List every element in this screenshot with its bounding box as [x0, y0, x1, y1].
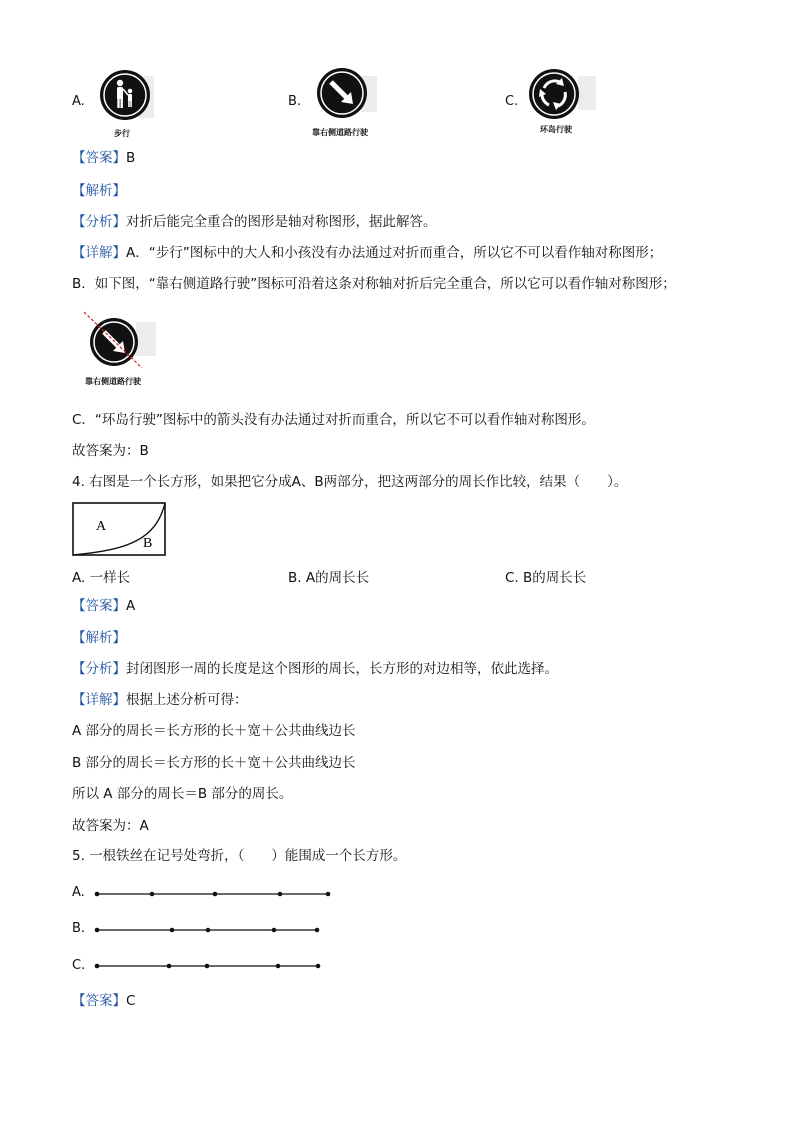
answer-tag: 【答案】: [72, 993, 126, 1009]
region-a-label: A: [96, 519, 107, 534]
symmetry-axis-figure-icon: [84, 310, 156, 368]
detail-text: 根据上述分析可得：: [126, 692, 248, 708]
q4-option-a: A. 一样长: [72, 570, 131, 586]
q4-line3: 所以 A 部分的周长＝B 部分的周长。: [72, 786, 293, 802]
q5-option-a-letter: A.: [72, 885, 85, 900]
q4-detail: [72, 690, 248, 710]
fenxi-tag: 【分析】: [72, 661, 126, 677]
option-b-caption: 靠右侧道路行驶: [312, 128, 368, 137]
xiangjie-tag: 【详解】: [72, 245, 126, 261]
figure-caption: 靠右侧道路行驶: [85, 377, 141, 386]
answer-tag: 【答案】: [72, 150, 126, 166]
q4-question: 4. 右图是一个长方形，如果把它分成A、B两部分，把这两部分的周长作比较，结果（ ）。: [72, 474, 628, 490]
region-b-label: B: [143, 536, 153, 551]
fenxi-text: 对折后能完全重合的图形是轴对称图形，据此解答。: [126, 214, 437, 230]
q5-answer: [72, 991, 135, 1011]
rectangle-curve-figure: [72, 502, 168, 558]
q4-line1: A 部分的周长＝长方形的长＋宽＋公共曲线边长: [72, 723, 356, 739]
q3-analysis-heading: [72, 181, 126, 201]
keep-right-arrow-sign-icon: [315, 66, 377, 122]
q3-detail-c: C．“环岛行驶”图标中的箭头没有办法通过对折而重合，所以它不可以看作轴对称图形。: [72, 412, 595, 428]
q4-line2: B 部分的周长＝长方形的长＋宽＋公共曲线边长: [72, 755, 356, 771]
q5-question: 5. 一根铁丝在记号处弯折，（ ）能围成一个长方形。: [72, 848, 407, 864]
analysis-tag: 【解析】: [72, 183, 126, 199]
q4-answer: [72, 596, 135, 616]
detail-a-text: A．“步行”图标中的大人和小孩没有办法通过对折而重合，所以它不可以看作轴对称图形；: [126, 245, 663, 261]
wire-b-figure: [94, 924, 324, 936]
answer-value: B: [126, 150, 136, 166]
q3-conclusion: 故答案为：B: [72, 443, 149, 459]
option-c-letter: C.: [505, 94, 519, 109]
option-b-letter: B.: [288, 94, 302, 109]
fenxi-text: 封闭图形一周的长度是这个图形的周长，长方形的对边相等，依此选择。: [126, 661, 558, 677]
option-a-letter: A.: [72, 94, 85, 109]
option-a-caption: 步行: [114, 129, 130, 138]
answer-value: C: [126, 993, 136, 1009]
wire-c-figure: [94, 960, 324, 972]
q5-option-b-letter: B.: [72, 921, 86, 936]
q3-detail-a: [72, 243, 662, 263]
xiangjie-tag: 【详解】: [72, 692, 126, 708]
roundabout-sign-icon: [528, 68, 596, 122]
answer-value: A: [126, 598, 136, 614]
q3-answer: [72, 148, 135, 168]
analysis-tag: 【解析】: [72, 630, 126, 646]
q3-detail-b: B．如下图，“靠右侧道路行驶”图标可沿着这条对称轴对折后完全重合，所以它可以看作轴对称图形；: [72, 276, 676, 292]
q4-fenxi: [72, 659, 558, 679]
q4-analysis-heading: [72, 628, 126, 648]
option-c-caption: 环岛行驶: [540, 125, 572, 134]
q5-option-c-letter: C.: [72, 958, 86, 973]
answer-tag: 【答案】: [72, 598, 126, 614]
wire-a-figure: [94, 888, 334, 900]
pedestrian-sign-icon: [98, 68, 154, 124]
q3-fenxi: [72, 212, 437, 232]
q4-conclusion: 故答案为：A: [72, 818, 149, 834]
fenxi-tag: 【分析】: [72, 214, 126, 230]
q4-option-c: C. B的周长长: [505, 570, 587, 586]
q4-option-b: B. A的周长长: [288, 570, 370, 586]
